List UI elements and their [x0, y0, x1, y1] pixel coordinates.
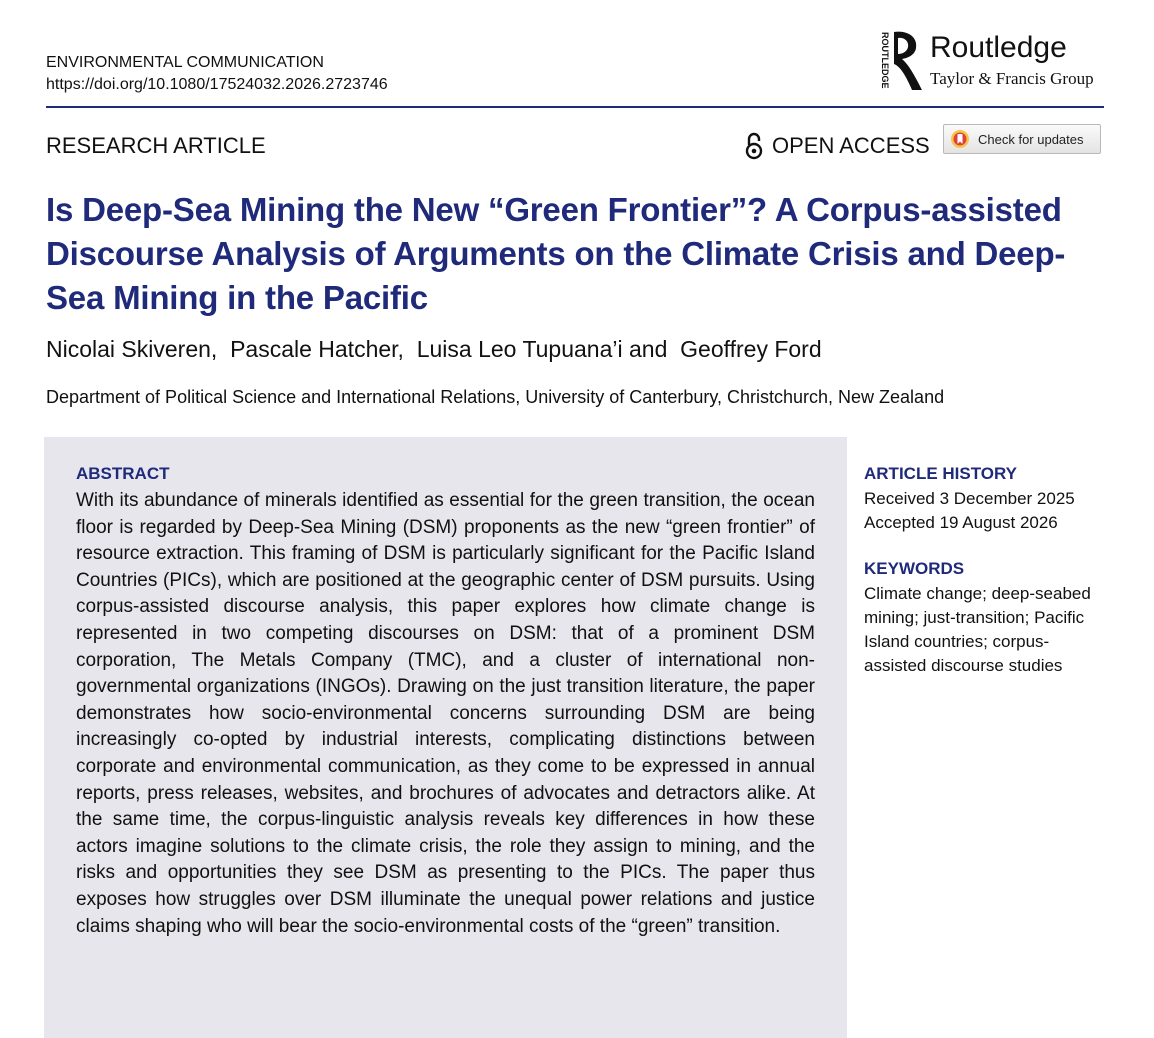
title-line: Sea Mining in the Pacific [46, 279, 428, 316]
article-title [46, 188, 1108, 320]
crossmark-icon [950, 129, 970, 149]
author-affiliation: Department of Political Science and International Relations, University of Canterbury, Christchurch, New Zealand [46, 387, 945, 407]
open-access-label: OPEN ACCESS [772, 133, 930, 158]
header-divider [46, 106, 1104, 108]
open-lock-icon [744, 132, 764, 160]
routledge-logo-icon [872, 28, 926, 94]
publisher-name: Routledge [930, 31, 1067, 64]
title-line: Is Deep-Sea Mining the New “Green Frontier”? A Corpus-assisted [46, 191, 1062, 228]
article-type: RESEARCH ARTICLE [46, 133, 266, 158]
open-access-badge [744, 132, 930, 160]
keywords-list: Climate change; deep-seabed mining; just-transition; Pacific Island countries; corpus-assisted discourse studies [864, 584, 1091, 675]
accepted-date: Accepted 19 August 2026 [864, 513, 1058, 532]
keywords-heading: KEYWORDS [864, 559, 965, 578]
abstract-heading: ABSTRACT [76, 464, 170, 483]
publisher-group: Taylor & Francis Group [930, 69, 1094, 88]
publisher-logo[interactable] [868, 24, 1108, 94]
article-history-heading: ARTICLE HISTORY [864, 464, 1018, 483]
check-for-updates-label: Check for updates [978, 131, 1084, 147]
journal-name: ENVIRONMENTAL COMMUNICATION [46, 54, 324, 71]
abstract-text: With its abundance of minerals identified as essential for the green transition, the ocean floor is regarded by Deep-Sea Mining (DSM) proponents as the new “green frontier” of resource extraction. This framing of DSM is particularly significant for the Pacific Island Countries (PICs), which are positioned at the geographic center of DSM pursuits. Using corpus-assisted discourse analysis, this paper explores how climate change is represented in two competing discourses on DSM: that of a prominent DSM corporation, The Metals Company (TMC), and a cluster of international non-governmental organizations (INGOs). Drawing on the just transition literature, the paper demonstrates how socio-environmental concerns surrounding DSM are being increasingly co-opted by industrial interests, complicating distinctions between corporate and environmental communication, as they come to be expressed in annual reports, press releases, websites, and brochures of advocates and detractors alike. At the same time, the corpus-linguistic analysis reveals key differences in how these actors imagine solutions to the climate crisis, the role they assign to mining, and the risks and opportunities they see DSM as presenting to the PICs. The paper thus exposes how struggles over DSM illuminate the unequal power relations and justice claims shaping who will bear the socio-environmental costs of the “green” transition. [76, 490, 815, 937]
doi-link[interactable]: https://doi.org/10.1080/17524032.2026.2723746 [46, 76, 388, 93]
received-date: Received 3 December 2025 [864, 489, 1075, 508]
title-line: Discourse Analysis of Arguments on the Climate Crisis and Deep- [46, 235, 1066, 272]
check-for-updates-button[interactable] [943, 124, 1101, 154]
author-list: Nicolai Skiveren, Pascale Hatcher, Luisa Leo Tupuana’i and Geoffrey Ford [46, 336, 822, 362]
publisher-logo-text: ROUTLEDGE [880, 32, 890, 89]
